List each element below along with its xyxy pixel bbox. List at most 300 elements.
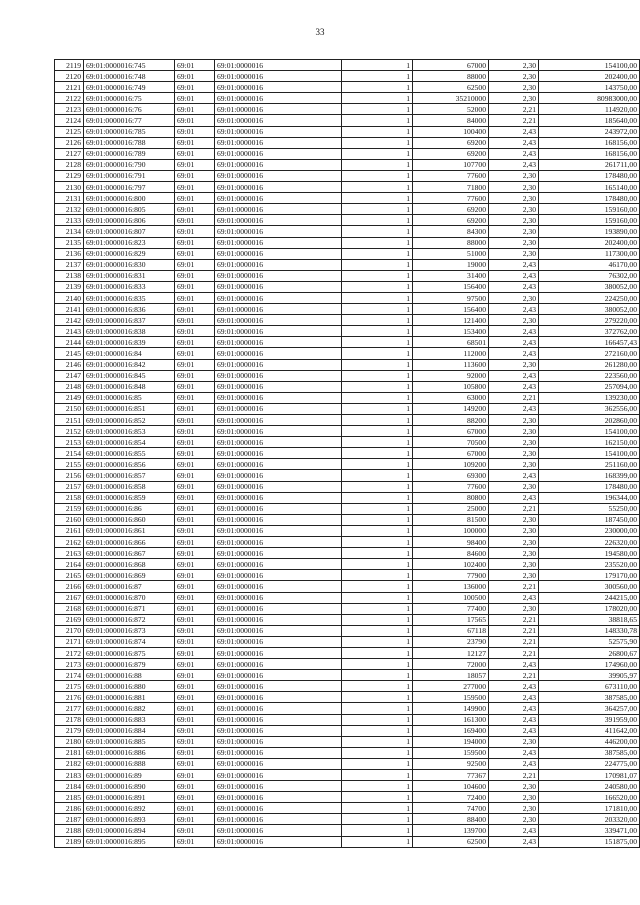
row-number-cell: 2162 [55, 537, 84, 548]
cadastral-block-cell: 69:01:0000016 [215, 193, 342, 204]
cadastral-number-cell: 69:01:0000016:806 [84, 215, 175, 226]
coefficient-cell: 2,43 [489, 337, 539, 348]
row-number-cell: 2189 [55, 836, 84, 847]
count-cell: 1 [342, 226, 413, 237]
cadastral-block-cell: 69:01:0000016 [215, 781, 342, 792]
cadastral-block-cell: 69:01:0000016 [215, 603, 342, 614]
coefficient-cell: 2,30 [489, 60, 539, 71]
table-row [55, 237, 640, 248]
coefficient-cell: 2,43 [489, 403, 539, 414]
district-code-cell: 69:01 [175, 659, 215, 670]
cadastral-number-cell: 69:01:0000016:829 [84, 248, 175, 259]
area-cell: 72000 [413, 659, 489, 670]
coefficient-cell: 2,21 [489, 115, 539, 126]
area-cell: 67000 [413, 60, 489, 71]
area-cell: 169400 [413, 725, 489, 736]
table-row [55, 159, 640, 170]
row-number-cell: 2129 [55, 170, 84, 181]
table-row [55, 836, 640, 847]
cadastral-block-cell: 69:01:0000016 [215, 670, 342, 681]
row-number-cell: 2148 [55, 381, 84, 392]
value-cell: 411642,00 [539, 725, 640, 736]
row-number-cell: 2173 [55, 659, 84, 670]
table-row [55, 525, 640, 536]
district-code-cell: 69:01 [175, 159, 215, 170]
area-cell: 52000 [413, 104, 489, 115]
cadastral-number-cell: 69:01:0000016:871 [84, 603, 175, 614]
table-row [55, 514, 640, 525]
value-cell: 159160,00 [539, 215, 640, 226]
cadastral-block-cell: 69:01:0000016 [215, 237, 342, 248]
district-code-cell: 69:01 [175, 204, 215, 215]
area-cell: 84000 [413, 115, 489, 126]
cadastral-block-cell: 69:01:0000016 [215, 326, 342, 337]
table-row [55, 570, 640, 581]
cadastral-number-cell: 69:01:0000016:868 [84, 559, 175, 570]
cadastral-block-cell: 69:01:0000016 [215, 470, 342, 481]
row-number-cell: 2183 [55, 770, 84, 781]
row-number-cell: 2151 [55, 415, 84, 426]
coefficient-cell: 2,30 [489, 193, 539, 204]
row-number-cell: 2136 [55, 248, 84, 259]
cadastral-number-cell: 69:01:0000016:880 [84, 681, 175, 692]
area-cell: 112000 [413, 348, 489, 359]
area-cell: 84600 [413, 548, 489, 559]
row-number-cell: 2139 [55, 281, 84, 292]
table-row [55, 503, 640, 514]
row-number-cell: 2171 [55, 636, 84, 647]
coefficient-cell: 2,43 [489, 714, 539, 725]
coefficient-cell: 2,43 [489, 825, 539, 836]
district-code-cell: 69:01 [175, 337, 215, 348]
value-cell: 148330,78 [539, 625, 640, 636]
cadastral-block-cell: 69:01:0000016 [215, 104, 342, 115]
table-row [55, 803, 640, 814]
coefficient-cell: 2,30 [489, 359, 539, 370]
value-cell: 187450,00 [539, 514, 640, 525]
table-row [55, 115, 640, 126]
table-row [55, 825, 640, 836]
area-cell: 102400 [413, 559, 489, 570]
coefficient-cell: 2,43 [489, 370, 539, 381]
cadastral-block-cell: 69:01:0000016 [215, 381, 342, 392]
table-row [55, 758, 640, 769]
cadastral-number-cell: 69:01:0000016:797 [84, 182, 175, 193]
cadastral-number-cell: 69:01:0000016:875 [84, 647, 175, 658]
value-cell: 226320,00 [539, 537, 640, 548]
table-row [55, 659, 640, 670]
area-cell: 62500 [413, 836, 489, 847]
cadastral-number-cell: 69:01:0000016:894 [84, 825, 175, 836]
row-number-cell: 2176 [55, 692, 84, 703]
value-cell: 139230,00 [539, 392, 640, 403]
cadastral-block-cell: 69:01:0000016 [215, 681, 342, 692]
cadastral-number-cell: 69:01:0000016:807 [84, 226, 175, 237]
coefficient-cell: 2,30 [489, 82, 539, 93]
coefficient-cell: 2,21 [489, 392, 539, 403]
value-cell: 272160,00 [539, 348, 640, 359]
value-cell: 166457,43 [539, 337, 640, 348]
cadastral-block-cell: 69:01:0000016 [215, 359, 342, 370]
area-cell: 149200 [413, 403, 489, 414]
count-cell: 1 [342, 415, 413, 426]
cadastral-block-cell: 69:01:0000016 [215, 747, 342, 758]
area-cell: 161300 [413, 714, 489, 725]
district-code-cell: 69:01 [175, 248, 215, 259]
coefficient-cell: 2,43 [489, 381, 539, 392]
cadastral-number-cell: 69:01:0000016:855 [84, 448, 175, 459]
count-cell: 1 [342, 758, 413, 769]
cadastral-number-cell: 69:01:0000016:882 [84, 703, 175, 714]
area-cell: 69300 [413, 470, 489, 481]
table-row [55, 592, 640, 603]
row-number-cell: 2122 [55, 93, 84, 104]
row-number-cell: 2186 [55, 803, 84, 814]
row-number-cell: 2163 [55, 548, 84, 559]
area-cell: 51000 [413, 248, 489, 259]
district-code-cell: 69:01 [175, 115, 215, 126]
value-cell: 46170,00 [539, 259, 640, 270]
coefficient-cell: 2,43 [489, 692, 539, 703]
row-number-cell: 2140 [55, 292, 84, 303]
value-cell: 244215,00 [539, 592, 640, 603]
coefficient-cell: 2,30 [489, 426, 539, 437]
row-number-cell: 2185 [55, 792, 84, 803]
cadastral-block-cell: 69:01:0000016 [215, 126, 342, 137]
row-number-cell: 2130 [55, 182, 84, 193]
value-cell: 202400,00 [539, 71, 640, 82]
table-row [55, 792, 640, 803]
table-row [55, 581, 640, 592]
table-row [55, 348, 640, 359]
count-cell: 1 [342, 348, 413, 359]
row-number-cell: 2157 [55, 481, 84, 492]
district-code-cell: 69:01 [175, 215, 215, 226]
count-cell: 1 [342, 481, 413, 492]
count-cell: 1 [342, 315, 413, 326]
table-row [55, 392, 640, 403]
coefficient-cell: 2,43 [489, 348, 539, 359]
value-cell: 159160,00 [539, 204, 640, 215]
district-code-cell: 69:01 [175, 237, 215, 248]
value-cell: 446200,00 [539, 736, 640, 747]
cadastral-block-cell: 69:01:0000016 [215, 159, 342, 170]
cadastral-block-cell: 69:01:0000016 [215, 714, 342, 725]
coefficient-cell: 2,30 [489, 448, 539, 459]
area-cell: 69200 [413, 215, 489, 226]
value-cell: 240580,00 [539, 781, 640, 792]
cadastral-block-cell: 69:01:0000016 [215, 803, 342, 814]
cadastral-number-cell: 69:01:0000016:858 [84, 481, 175, 492]
area-cell: 74700 [413, 803, 489, 814]
cadastral-number-cell: 69:01:0000016:88 [84, 670, 175, 681]
district-code-cell: 69:01 [175, 82, 215, 93]
row-number-cell: 2128 [55, 159, 84, 170]
count-cell: 1 [342, 237, 413, 248]
value-cell: 372762,00 [539, 326, 640, 337]
count-cell: 1 [342, 825, 413, 836]
coefficient-cell: 2,43 [489, 304, 539, 315]
cadastral-block-cell: 69:01:0000016 [215, 503, 342, 514]
district-code-cell: 69:01 [175, 492, 215, 503]
cadastral-number-cell: 69:01:0000016:872 [84, 614, 175, 625]
table-row [55, 559, 640, 570]
count-cell: 1 [342, 525, 413, 536]
table-row [55, 481, 640, 492]
cadastral-number-cell: 69:01:0000016:867 [84, 548, 175, 559]
area-cell: 18057 [413, 670, 489, 681]
coefficient-cell: 2,43 [489, 259, 539, 270]
count-cell: 1 [342, 148, 413, 159]
district-code-cell: 69:01 [175, 792, 215, 803]
value-cell: 224250,00 [539, 292, 640, 303]
row-number-cell: 2138 [55, 270, 84, 281]
area-cell: 156400 [413, 304, 489, 315]
cadastral-block-cell: 69:01:0000016 [215, 614, 342, 625]
coefficient-cell: 2,43 [489, 137, 539, 148]
area-cell: 107700 [413, 159, 489, 170]
area-cell: 77367 [413, 770, 489, 781]
coefficient-cell: 2,43 [489, 159, 539, 170]
value-cell: 279220,00 [539, 315, 640, 326]
area-cell: 136000 [413, 581, 489, 592]
table-row [55, 647, 640, 658]
table-row [55, 736, 640, 747]
count-cell: 1 [342, 625, 413, 636]
district-code-cell: 69:01 [175, 570, 215, 581]
cadastral-block-cell: 69:01:0000016 [215, 814, 342, 825]
table-row [55, 60, 640, 71]
cadastral-block-cell: 69:01:0000016 [215, 248, 342, 259]
count-cell: 1 [342, 725, 413, 736]
count-cell: 1 [342, 792, 413, 803]
cadastral-block-cell: 69:01:0000016 [215, 82, 342, 93]
count-cell: 1 [342, 259, 413, 270]
count-cell: 1 [342, 714, 413, 725]
table-row [55, 193, 640, 204]
count-cell: 1 [342, 392, 413, 403]
area-cell: 88200 [413, 415, 489, 426]
count-cell: 1 [342, 814, 413, 825]
table-row [55, 625, 640, 636]
district-code-cell: 69:01 [175, 747, 215, 758]
table-row [55, 781, 640, 792]
cadastral-number-cell: 69:01:0000016:842 [84, 359, 175, 370]
coefficient-cell: 2,30 [489, 514, 539, 525]
area-cell: 80800 [413, 492, 489, 503]
cadastral-number-cell: 69:01:0000016:893 [84, 814, 175, 825]
area-cell: 70500 [413, 437, 489, 448]
district-code-cell: 69:01 [175, 581, 215, 592]
area-cell: 69200 [413, 137, 489, 148]
area-cell: 159500 [413, 692, 489, 703]
value-cell: 143750,00 [539, 82, 640, 93]
area-cell: 97500 [413, 292, 489, 303]
district-code-cell: 69:01 [175, 359, 215, 370]
cadastral-number-cell: 69:01:0000016:881 [84, 692, 175, 703]
table-row [55, 292, 640, 303]
coefficient-cell: 2,43 [489, 659, 539, 670]
cadastral-number-cell: 69:01:0000016:891 [84, 792, 175, 803]
cadastral-number-cell: 69:01:0000016:851 [84, 403, 175, 414]
district-code-cell: 69:01 [175, 71, 215, 82]
coefficient-cell: 2,30 [489, 559, 539, 570]
count-cell: 1 [342, 736, 413, 747]
value-cell: 154100,00 [539, 426, 640, 437]
cadastral-block-cell: 69:01:0000016 [215, 636, 342, 647]
district-code-cell: 69:01 [175, 448, 215, 459]
district-code-cell: 69:01 [175, 537, 215, 548]
cadastral-block-cell: 69:01:0000016 [215, 559, 342, 570]
district-code-cell: 69:01 [175, 714, 215, 725]
coefficient-cell: 2,43 [489, 836, 539, 847]
cadastral-number-cell: 69:01:0000016:77 [84, 115, 175, 126]
area-cell: 139700 [413, 825, 489, 836]
area-cell: 88000 [413, 237, 489, 248]
table-row [55, 426, 640, 437]
row-number-cell: 2126 [55, 137, 84, 148]
coefficient-cell: 2,30 [489, 814, 539, 825]
cadastral-number-cell: 69:01:0000016:854 [84, 437, 175, 448]
area-cell: 92500 [413, 758, 489, 769]
value-cell: 193890,00 [539, 226, 640, 237]
district-code-cell: 69:01 [175, 647, 215, 658]
area-cell: 71800 [413, 182, 489, 193]
cadastral-number-cell: 69:01:0000016:835 [84, 292, 175, 303]
value-cell: 168399,00 [539, 470, 640, 481]
cadastral-number-cell: 69:01:0000016:89 [84, 770, 175, 781]
district-code-cell: 69:01 [175, 836, 215, 847]
table-row [55, 492, 640, 503]
area-cell: 67000 [413, 448, 489, 459]
table-row [55, 182, 640, 193]
value-cell: 166520,00 [539, 792, 640, 803]
area-cell: 88000 [413, 71, 489, 82]
cadastral-number-cell: 69:01:0000016:785 [84, 126, 175, 137]
count-cell: 1 [342, 647, 413, 658]
table-row [55, 337, 640, 348]
district-code-cell: 69:01 [175, 514, 215, 525]
count-cell: 1 [342, 437, 413, 448]
district-code-cell: 69:01 [175, 326, 215, 337]
cadastral-block-cell: 69:01:0000016 [215, 348, 342, 359]
area-cell: 277000 [413, 681, 489, 692]
value-cell: 154100,00 [539, 60, 640, 71]
area-cell: 77400 [413, 603, 489, 614]
district-code-cell: 69:01 [175, 470, 215, 481]
count-cell: 1 [342, 304, 413, 315]
row-number-cell: 2169 [55, 614, 84, 625]
value-cell: 194580,00 [539, 548, 640, 559]
area-cell: 194000 [413, 736, 489, 747]
value-cell: 202400,00 [539, 237, 640, 248]
district-code-cell: 69:01 [175, 281, 215, 292]
district-code-cell: 69:01 [175, 770, 215, 781]
cadastral-number-cell: 69:01:0000016:879 [84, 659, 175, 670]
count-cell: 1 [342, 426, 413, 437]
coefficient-cell: 2,30 [489, 415, 539, 426]
district-code-cell: 69:01 [175, 137, 215, 148]
district-code-cell: 69:01 [175, 614, 215, 625]
row-number-cell: 2182 [55, 758, 84, 769]
cadastral-block-cell: 69:01:0000016 [215, 281, 342, 292]
coefficient-cell: 2,43 [489, 725, 539, 736]
coefficient-cell: 2,43 [489, 470, 539, 481]
row-number-cell: 2188 [55, 825, 84, 836]
cadastral-block-cell: 69:01:0000016 [215, 71, 342, 82]
area-cell: 19000 [413, 259, 489, 270]
area-cell: 63000 [413, 392, 489, 403]
count-cell: 1 [342, 326, 413, 337]
value-cell: 154100,00 [539, 448, 640, 459]
district-code-cell: 69:01 [175, 803, 215, 814]
area-cell: 113600 [413, 359, 489, 370]
district-code-cell: 69:01 [175, 292, 215, 303]
area-cell: 67118 [413, 625, 489, 636]
value-cell: 178480,00 [539, 170, 640, 181]
area-cell: 100500 [413, 592, 489, 603]
count-cell: 1 [342, 514, 413, 525]
cadastral-block-cell: 69:01:0000016 [215, 570, 342, 581]
cadastral-block-cell: 69:01:0000016 [215, 115, 342, 126]
table-row [55, 437, 640, 448]
area-cell: 72400 [413, 792, 489, 803]
value-cell: 261711,00 [539, 159, 640, 170]
district-code-cell: 69:01 [175, 825, 215, 836]
cadastral-number-cell: 69:01:0000016:890 [84, 781, 175, 792]
area-cell: 67000 [413, 426, 489, 437]
cadastral-number-cell: 69:01:0000016:845 [84, 370, 175, 381]
table-row [55, 703, 640, 714]
row-number-cell: 2120 [55, 71, 84, 82]
row-number-cell: 2152 [55, 426, 84, 437]
value-cell: 179170,00 [539, 570, 640, 581]
area-cell: 156400 [413, 281, 489, 292]
count-cell: 1 [342, 60, 413, 71]
coefficient-cell: 2,30 [489, 292, 539, 303]
coefficient-cell: 2,21 [489, 104, 539, 115]
table-row [55, 747, 640, 758]
value-cell: 162150,00 [539, 437, 640, 448]
cadastral-block-cell: 69:01:0000016 [215, 625, 342, 636]
area-cell: 31400 [413, 270, 489, 281]
table-row [55, 326, 640, 337]
coefficient-cell: 2,43 [489, 758, 539, 769]
count-cell: 1 [342, 803, 413, 814]
table-row [55, 270, 640, 281]
cadastral-block-cell: 69:01:0000016 [215, 60, 342, 71]
table-row [55, 548, 640, 559]
table-row [55, 359, 640, 370]
value-cell: 300560,00 [539, 581, 640, 592]
cadastral-number-cell: 69:01:0000016:833 [84, 281, 175, 292]
cadastral-block-cell: 69:01:0000016 [215, 337, 342, 348]
value-cell: 114920,00 [539, 104, 640, 115]
count-cell: 1 [342, 137, 413, 148]
table-row [55, 137, 640, 148]
cadastral-block-cell: 69:01:0000016 [215, 836, 342, 847]
district-code-cell: 69:01 [175, 670, 215, 681]
district-code-cell: 69:01 [175, 559, 215, 570]
count-cell: 1 [342, 204, 413, 215]
cadastral-number-cell: 69:01:0000016:861 [84, 525, 175, 536]
count-cell: 1 [342, 681, 413, 692]
row-number-cell: 2133 [55, 215, 84, 226]
district-code-cell: 69:01 [175, 348, 215, 359]
table-row [55, 104, 640, 115]
cadastral-block-cell: 69:01:0000016 [215, 703, 342, 714]
table-row [55, 82, 640, 93]
